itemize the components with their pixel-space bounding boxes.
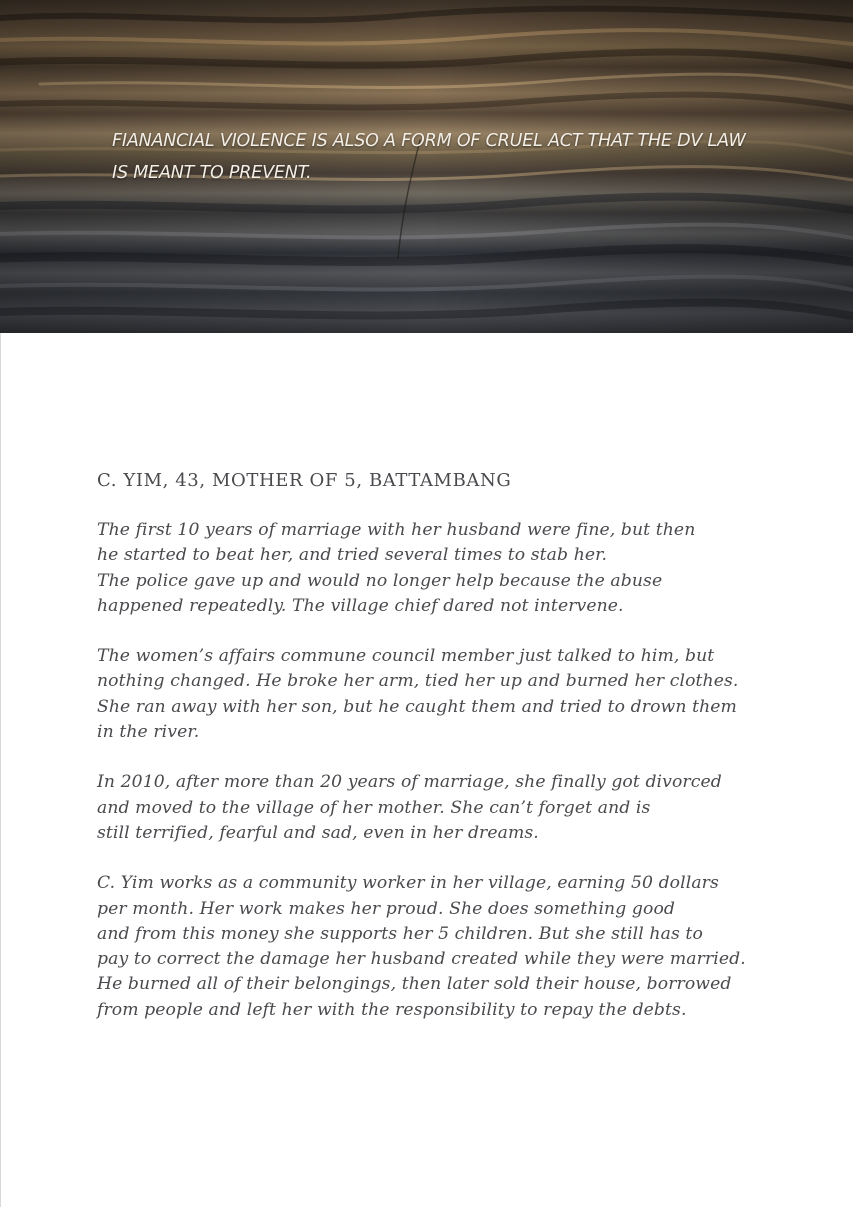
story-body	[97, 468, 787, 1048]
paragraph-line: and from this money she supports her 5 children. But she still has to	[97, 923, 703, 944]
paragraph-line: in the river.	[97, 722, 200, 743]
paragraph-line: The police gave up and would no longer help because the abuse	[97, 570, 663, 591]
paragraph-line: In 2010, after more than 20 years of marriage, she finally got divorced	[97, 772, 722, 793]
paragraph-line: She ran away with her son, but he caught them and tried to drown them	[97, 696, 737, 717]
paragraph-line: from people and left her with the responsibility to repay the debts.	[97, 999, 687, 1020]
banner-quote-line: IS MEANT TO PREVENT.	[112, 163, 312, 183]
paragraph-line: He burned all of their belongings, then later sold their house, borrowed	[97, 974, 732, 995]
paragraph-line: happened repeatedly. The village chief dared not intervene.	[97, 595, 624, 616]
paragraph-line: The first 10 years of marriage with her husband were fine, but then	[97, 520, 696, 540]
paragraph-line: per month. Her work makes her proud. She does something good	[97, 898, 675, 919]
paragraph-line: he started to beat her, and tried several times to stab her.	[97, 545, 608, 566]
paragraph-line: nothing changed. He broke her arm, tied her up and burned her clothes.	[97, 671, 739, 692]
paragraph-line: The women’s affairs commune council member just talked to him, but	[97, 646, 715, 667]
story-paragraph	[97, 871, 787, 1023]
paragraph-line: pay to correct the damage her husband created while they were married.	[97, 949, 746, 970]
paragraph-line: still terrified, fearful and sad, even in her dreams.	[97, 822, 539, 843]
page-edge-divider	[0, 333, 1, 1207]
story-heading: C. YIM, 43, MOTHER OF 5, BATTAMBANG	[97, 470, 512, 491]
paragraph-line: C. Yim works as a community worker in her village, earning 50 dollars	[97, 873, 719, 894]
paragraph-line: and moved to the village of her mother. She can’t forget and is	[97, 797, 651, 818]
story-paragraph	[97, 644, 787, 745]
story-paragraph	[97, 518, 787, 619]
story-paragraph	[97, 770, 787, 846]
banner-quote	[112, 125, 812, 189]
header-photo-banner	[0, 0, 853, 333]
banner-quote-line: FIANANCIAL VIOLENCE IS ALSO A FORM OF CRUEL ACT THAT THE DV LAW	[112, 131, 746, 151]
